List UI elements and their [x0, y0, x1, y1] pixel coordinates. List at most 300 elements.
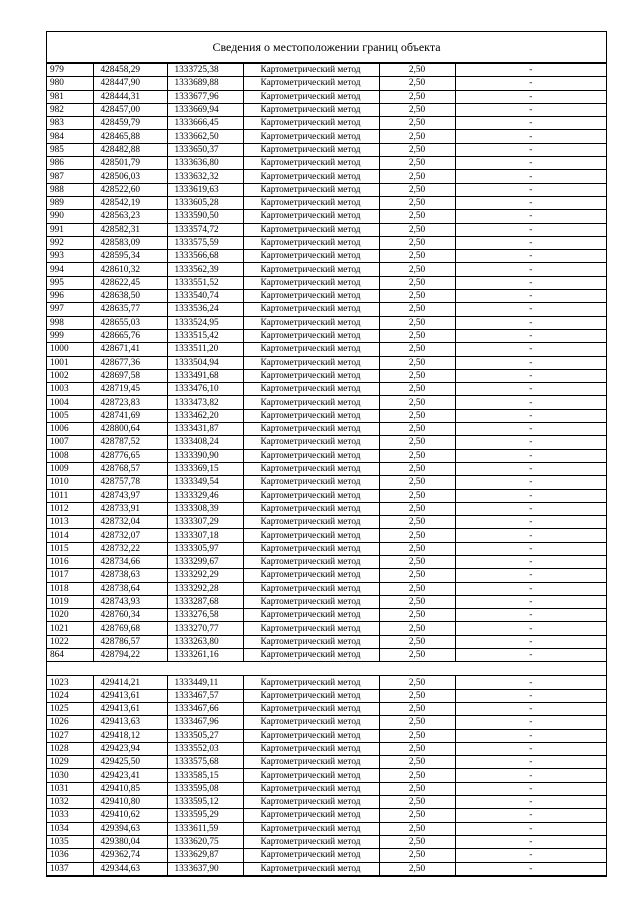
note-cell: -	[455, 157, 606, 170]
note-cell: -	[455, 729, 606, 742]
accuracy-cell: 2,50	[379, 742, 455, 755]
x-coordinate-cell: 428734,66	[93, 555, 167, 568]
method-cell: Картометрический метод	[243, 64, 379, 77]
x-coordinate-cell: 428768,57	[93, 462, 167, 475]
y-coordinate-cell: 1333431,87	[167, 423, 243, 436]
accuracy-cell: 2,50	[379, 849, 455, 862]
accuracy-cell: 2,50	[379, 103, 455, 116]
table-row	[47, 90, 606, 103]
method-cell: Картометрический метод	[243, 157, 379, 170]
method-cell: Картометрический метод	[243, 489, 379, 502]
accuracy-cell: 2,50	[379, 649, 455, 662]
table-row	[47, 622, 606, 635]
point-number-cell: 986	[47, 157, 93, 170]
x-coordinate-cell: 428719,45	[93, 383, 167, 396]
table-row	[47, 635, 606, 648]
y-coordinate-cell: 1333536,24	[167, 303, 243, 316]
y-coordinate-cell: 1333261,16	[167, 649, 243, 662]
y-coordinate-cell: 1333462,20	[167, 409, 243, 422]
accuracy-cell: 2,50	[379, 396, 455, 409]
method-cell: Картометрический метод	[243, 290, 379, 303]
table-row	[47, 170, 606, 183]
point-number-cell: 979	[47, 64, 93, 77]
x-coordinate-cell: 428757,78	[93, 476, 167, 489]
note-cell: -	[455, 383, 606, 396]
note-cell: -	[455, 223, 606, 236]
table-row	[47, 516, 606, 529]
accuracy-cell: 2,50	[379, 436, 455, 449]
x-coordinate-cell: 429410,62	[93, 809, 167, 822]
method-cell: Картометрический метод	[243, 796, 379, 809]
note-cell: -	[455, 462, 606, 475]
method-cell: Картометрический метод	[243, 343, 379, 356]
note-cell: -	[455, 423, 606, 436]
point-number-cell: 1029	[47, 756, 93, 769]
method-cell: Картометрический метод	[243, 130, 379, 143]
table-row	[47, 595, 606, 608]
accuracy-cell: 2,50	[379, 609, 455, 622]
x-coordinate-cell: 428760,34	[93, 609, 167, 622]
method-cell: Картометрический метод	[243, 236, 379, 249]
note-cell: -	[455, 649, 606, 662]
accuracy-cell: 2,50	[379, 502, 455, 515]
table-row	[47, 835, 606, 848]
method-cell: Картометрический метод	[243, 742, 379, 755]
point-number-cell: 1031	[47, 782, 93, 795]
accuracy-cell: 2,50	[379, 676, 455, 689]
note-cell: -	[455, 676, 606, 689]
method-cell: Картометрический метод	[243, 196, 379, 209]
method-cell: Картометрический метод	[243, 542, 379, 555]
x-coordinate-cell: 428786,57	[93, 635, 167, 648]
point-number-cell: 991	[47, 223, 93, 236]
note-cell: -	[455, 117, 606, 130]
y-coordinate-cell: 1333575,68	[167, 756, 243, 769]
note-cell: -	[455, 849, 606, 862]
method-cell: Картометрический метод	[243, 822, 379, 835]
y-coordinate-cell: 1333666,45	[167, 117, 243, 130]
method-cell: Картометрический метод	[243, 849, 379, 862]
x-coordinate-cell: 428501,79	[93, 157, 167, 170]
point-number-cell: 1027	[47, 729, 93, 742]
accuracy-cell: 2,50	[379, 462, 455, 475]
y-coordinate-cell: 1333689,88	[167, 77, 243, 90]
note-cell: -	[455, 103, 606, 116]
table-row	[47, 383, 606, 396]
accuracy-cell: 2,50	[379, 595, 455, 608]
method-cell: Картометрический метод	[243, 502, 379, 515]
accuracy-cell: 2,50	[379, 77, 455, 90]
point-number-cell: 981	[47, 90, 93, 103]
y-coordinate-cell: 1333590,50	[167, 210, 243, 223]
accuracy-cell: 2,50	[379, 729, 455, 742]
accuracy-cell: 2,50	[379, 130, 455, 143]
note-cell: -	[455, 502, 606, 515]
point-number-cell: 1006	[47, 423, 93, 436]
method-cell: Картометрический метод	[243, 449, 379, 462]
table-row	[47, 369, 606, 382]
note-cell: -	[455, 236, 606, 249]
note-cell: -	[455, 449, 606, 462]
method-cell: Картометрический метод	[243, 689, 379, 702]
y-coordinate-cell: 1333637,90	[167, 862, 243, 875]
accuracy-cell: 2,50	[379, 635, 455, 648]
point-number-cell: 1026	[47, 716, 93, 729]
table-row	[47, 343, 606, 356]
x-coordinate-cell: 429394,63	[93, 822, 167, 835]
method-cell: Картометрический метод	[243, 529, 379, 542]
accuracy-cell: 2,50	[379, 782, 455, 795]
x-coordinate-cell: 428459,79	[93, 117, 167, 130]
table-row	[47, 555, 606, 568]
method-cell: Картометрический метод	[243, 117, 379, 130]
x-coordinate-cell: 429410,80	[93, 796, 167, 809]
point-number-cell: 985	[47, 143, 93, 156]
method-cell: Картометрический метод	[243, 436, 379, 449]
accuracy-cell: 2,50	[379, 582, 455, 595]
note-cell: -	[455, 516, 606, 529]
method-cell: Картометрический метод	[243, 582, 379, 595]
note-cell: -	[455, 396, 606, 409]
method-cell: Картометрический метод	[243, 183, 379, 196]
point-number-cell: 1037	[47, 862, 93, 875]
y-coordinate-cell: 1333504,94	[167, 356, 243, 369]
x-coordinate-cell: 428665,76	[93, 329, 167, 342]
method-cell: Картометрический метод	[243, 595, 379, 608]
point-number-cell: 999	[47, 329, 93, 342]
y-coordinate-cell: 1333595,29	[167, 809, 243, 822]
method-cell: Картометрический метод	[243, 77, 379, 90]
point-number-cell: 1018	[47, 582, 93, 595]
method-cell: Картометрический метод	[243, 676, 379, 689]
table-row	[47, 316, 606, 329]
y-coordinate-cell: 1333449,11	[167, 676, 243, 689]
method-cell: Картометрический метод	[243, 329, 379, 342]
table-row	[47, 236, 606, 249]
x-coordinate-cell: 428738,64	[93, 582, 167, 595]
table-row	[47, 742, 606, 755]
point-number-cell: 1030	[47, 769, 93, 782]
table-row	[47, 329, 606, 342]
point-number-cell: 998	[47, 316, 93, 329]
document-title: Сведения о местоположении границ объекта	[47, 32, 606, 63]
method-cell: Картометрический метод	[243, 223, 379, 236]
point-number-cell: 1025	[47, 702, 93, 715]
x-coordinate-cell: 428465,88	[93, 130, 167, 143]
x-coordinate-cell: 429362,74	[93, 849, 167, 862]
x-coordinate-cell: 428776,65	[93, 449, 167, 462]
accuracy-cell: 2,50	[379, 449, 455, 462]
x-coordinate-cell: 428738,63	[93, 569, 167, 582]
y-coordinate-cell: 1333329,46	[167, 489, 243, 502]
method-cell: Картометрический метод	[243, 782, 379, 795]
y-coordinate-cell: 1333515,42	[167, 329, 243, 342]
accuracy-cell: 2,50	[379, 822, 455, 835]
table-row	[47, 582, 606, 595]
point-number-cell: 1001	[47, 356, 93, 369]
y-coordinate-cell: 1333540,74	[167, 290, 243, 303]
accuracy-cell: 2,50	[379, 223, 455, 236]
accuracy-cell: 2,50	[379, 117, 455, 130]
method-cell: Картометрический метод	[243, 609, 379, 622]
y-coordinate-cell: 1333611,59	[167, 822, 243, 835]
point-number-cell: 994	[47, 263, 93, 276]
method-cell: Картометрический метод	[243, 369, 379, 382]
note-cell: -	[455, 622, 606, 635]
x-coordinate-cell: 428800,64	[93, 423, 167, 436]
note-cell: -	[455, 635, 606, 648]
note-cell: -	[455, 862, 606, 875]
note-cell: -	[455, 595, 606, 608]
x-coordinate-cell: 429418,12	[93, 729, 167, 742]
accuracy-cell: 2,50	[379, 862, 455, 875]
x-coordinate-cell: 428794,22	[93, 649, 167, 662]
y-coordinate-cell: 1333308,39	[167, 502, 243, 515]
x-coordinate-cell: 428635,77	[93, 303, 167, 316]
method-cell: Картометрический метод	[243, 356, 379, 369]
table-row	[47, 542, 606, 555]
method-cell: Картометрический метод	[243, 716, 379, 729]
table-row	[47, 409, 606, 422]
table-row	[47, 77, 606, 90]
note-cell: -	[455, 582, 606, 595]
accuracy-cell: 2,50	[379, 250, 455, 263]
y-coordinate-cell: 1333467,57	[167, 689, 243, 702]
note-cell: -	[455, 356, 606, 369]
table-row	[47, 183, 606, 196]
y-coordinate-cell: 1333270,77	[167, 622, 243, 635]
y-coordinate-cell: 1333473,82	[167, 396, 243, 409]
y-coordinate-cell: 1333467,96	[167, 716, 243, 729]
point-number-cell: 995	[47, 276, 93, 289]
accuracy-cell: 2,50	[379, 316, 455, 329]
table-row	[47, 716, 606, 729]
table-row	[47, 130, 606, 143]
table-row	[47, 609, 606, 622]
point-number-cell: 1009	[47, 462, 93, 475]
table-row	[47, 689, 606, 702]
point-number-cell: 1035	[47, 835, 93, 848]
table-row	[47, 143, 606, 156]
accuracy-cell: 2,50	[379, 689, 455, 702]
method-cell: Картометрический метод	[243, 769, 379, 782]
point-number-cell: 1011	[47, 489, 93, 502]
table-row	[47, 809, 606, 822]
y-coordinate-cell: 1333390,90	[167, 449, 243, 462]
note-cell: -	[455, 609, 606, 622]
table-row	[47, 796, 606, 809]
method-cell: Картометрический метод	[243, 423, 379, 436]
table-row	[47, 436, 606, 449]
table-row	[47, 462, 606, 475]
table-row	[47, 223, 606, 236]
point-number-cell: 864	[47, 649, 93, 662]
table-row	[47, 782, 606, 795]
accuracy-cell: 2,50	[379, 835, 455, 848]
method-cell: Картометрический метод	[243, 809, 379, 822]
y-coordinate-cell: 1333574,72	[167, 223, 243, 236]
table-row	[47, 476, 606, 489]
accuracy-cell: 2,50	[379, 290, 455, 303]
y-coordinate-cell: 1333632,32	[167, 170, 243, 183]
accuracy-cell: 2,50	[379, 569, 455, 582]
x-coordinate-cell: 428622,45	[93, 276, 167, 289]
x-coordinate-cell: 428583,09	[93, 236, 167, 249]
accuracy-cell: 2,50	[379, 423, 455, 436]
y-coordinate-cell: 1333562,39	[167, 263, 243, 276]
table-row	[47, 423, 606, 436]
table-row	[47, 64, 606, 77]
point-number-cell: 990	[47, 210, 93, 223]
method-cell: Картометрический метод	[243, 729, 379, 742]
boundary-document	[46, 31, 607, 877]
method-cell: Картометрический метод	[243, 170, 379, 183]
x-coordinate-cell: 428732,04	[93, 516, 167, 529]
accuracy-cell: 2,50	[379, 236, 455, 249]
note-cell: -	[455, 130, 606, 143]
coordinates-table	[47, 63, 606, 876]
method-cell: Картометрический метод	[243, 555, 379, 568]
method-cell: Картометрический метод	[243, 862, 379, 875]
x-coordinate-cell: 428733,91	[93, 502, 167, 515]
point-number-cell: 996	[47, 290, 93, 303]
x-coordinate-cell: 428482,88	[93, 143, 167, 156]
method-cell: Картометрический метод	[243, 756, 379, 769]
y-coordinate-cell: 1333595,08	[167, 782, 243, 795]
y-coordinate-cell: 1333552,03	[167, 742, 243, 755]
accuracy-cell: 2,50	[379, 796, 455, 809]
method-cell: Картометрический метод	[243, 103, 379, 116]
accuracy-cell: 2,50	[379, 702, 455, 715]
point-number-cell: 1008	[47, 449, 93, 462]
accuracy-cell: 2,50	[379, 716, 455, 729]
note-cell: -	[455, 369, 606, 382]
point-number-cell: 1007	[47, 436, 93, 449]
y-coordinate-cell: 1333619,63	[167, 183, 243, 196]
point-number-cell: 980	[47, 77, 93, 90]
table-row	[47, 489, 606, 502]
accuracy-cell: 2,50	[379, 157, 455, 170]
note-cell: -	[455, 569, 606, 582]
accuracy-cell: 2,50	[379, 64, 455, 77]
accuracy-cell: 2,50	[379, 489, 455, 502]
x-coordinate-cell: 429423,41	[93, 769, 167, 782]
y-coordinate-cell: 1333292,28	[167, 582, 243, 595]
accuracy-cell: 2,50	[379, 356, 455, 369]
x-coordinate-cell: 428655,03	[93, 316, 167, 329]
x-coordinate-cell: 429413,63	[93, 716, 167, 729]
y-coordinate-cell: 1333491,68	[167, 369, 243, 382]
note-cell: -	[455, 303, 606, 316]
method-cell: Картометрический метод	[243, 462, 379, 475]
point-number-cell: 1005	[47, 409, 93, 422]
x-coordinate-cell: 428697,58	[93, 369, 167, 382]
method-cell: Картометрический метод	[243, 396, 379, 409]
accuracy-cell: 2,50	[379, 196, 455, 209]
y-coordinate-cell: 1333287,68	[167, 595, 243, 608]
accuracy-cell: 2,50	[379, 622, 455, 635]
x-coordinate-cell: 428769,68	[93, 622, 167, 635]
note-cell: -	[455, 263, 606, 276]
y-coordinate-cell: 1333307,29	[167, 516, 243, 529]
point-number-cell: 1003	[47, 383, 93, 396]
accuracy-cell: 2,50	[379, 263, 455, 276]
accuracy-cell: 2,50	[379, 303, 455, 316]
method-cell: Картометрический метод	[243, 409, 379, 422]
x-coordinate-cell: 429414,21	[93, 676, 167, 689]
point-number-cell: 1013	[47, 516, 93, 529]
table-row	[47, 676, 606, 689]
accuracy-cell: 2,50	[379, 476, 455, 489]
point-number-cell: 992	[47, 236, 93, 249]
x-coordinate-cell: 428458,29	[93, 64, 167, 77]
y-coordinate-cell: 1333575,59	[167, 236, 243, 249]
point-number-cell: 1015	[47, 542, 93, 555]
note-cell: -	[455, 796, 606, 809]
x-coordinate-cell: 428447,90	[93, 77, 167, 90]
y-coordinate-cell: 1333650,37	[167, 143, 243, 156]
x-coordinate-cell: 429413,61	[93, 702, 167, 715]
accuracy-cell: 2,50	[379, 756, 455, 769]
note-cell: -	[455, 542, 606, 555]
point-number-cell: 1016	[47, 555, 93, 568]
accuracy-cell: 2,50	[379, 383, 455, 396]
y-coordinate-cell: 1333620,75	[167, 835, 243, 848]
table-row	[47, 303, 606, 316]
note-cell: -	[455, 769, 606, 782]
accuracy-cell: 2,50	[379, 809, 455, 822]
x-coordinate-cell: 428506,03	[93, 170, 167, 183]
x-coordinate-cell: 428732,07	[93, 529, 167, 542]
method-cell: Картометрический метод	[243, 476, 379, 489]
method-cell: Картометрический метод	[243, 383, 379, 396]
y-coordinate-cell: 1333276,58	[167, 609, 243, 622]
note-cell: -	[455, 170, 606, 183]
x-coordinate-cell: 428677,36	[93, 356, 167, 369]
note-cell: -	[455, 529, 606, 542]
note-cell: -	[455, 689, 606, 702]
method-cell: Картометрический метод	[243, 516, 379, 529]
y-coordinate-cell: 1333636,80	[167, 157, 243, 170]
note-cell: -	[455, 250, 606, 263]
point-number-cell: 1023	[47, 676, 93, 689]
point-number-cell: 982	[47, 103, 93, 116]
point-number-cell: 1021	[47, 622, 93, 635]
y-coordinate-cell: 1333725,38	[167, 64, 243, 77]
y-coordinate-cell: 1333263,80	[167, 635, 243, 648]
y-coordinate-cell: 1333511,20	[167, 343, 243, 356]
note-cell: -	[455, 476, 606, 489]
table-row	[47, 569, 606, 582]
note-cell: -	[455, 343, 606, 356]
y-coordinate-cell: 1333595,12	[167, 796, 243, 809]
table-row	[47, 157, 606, 170]
table-row	[47, 196, 606, 209]
table-row	[47, 276, 606, 289]
table-row	[47, 756, 606, 769]
x-coordinate-cell: 428743,93	[93, 595, 167, 608]
x-coordinate-cell: 428741,69	[93, 409, 167, 422]
accuracy-cell: 2,50	[379, 555, 455, 568]
note-cell: -	[455, 782, 606, 795]
table-row	[47, 702, 606, 715]
point-number-cell: 993	[47, 250, 93, 263]
method-cell: Картометрический метод	[243, 316, 379, 329]
y-coordinate-cell: 1333551,52	[167, 276, 243, 289]
y-coordinate-cell: 1333669,94	[167, 103, 243, 116]
point-number-cell: 988	[47, 183, 93, 196]
note-cell: -	[455, 809, 606, 822]
